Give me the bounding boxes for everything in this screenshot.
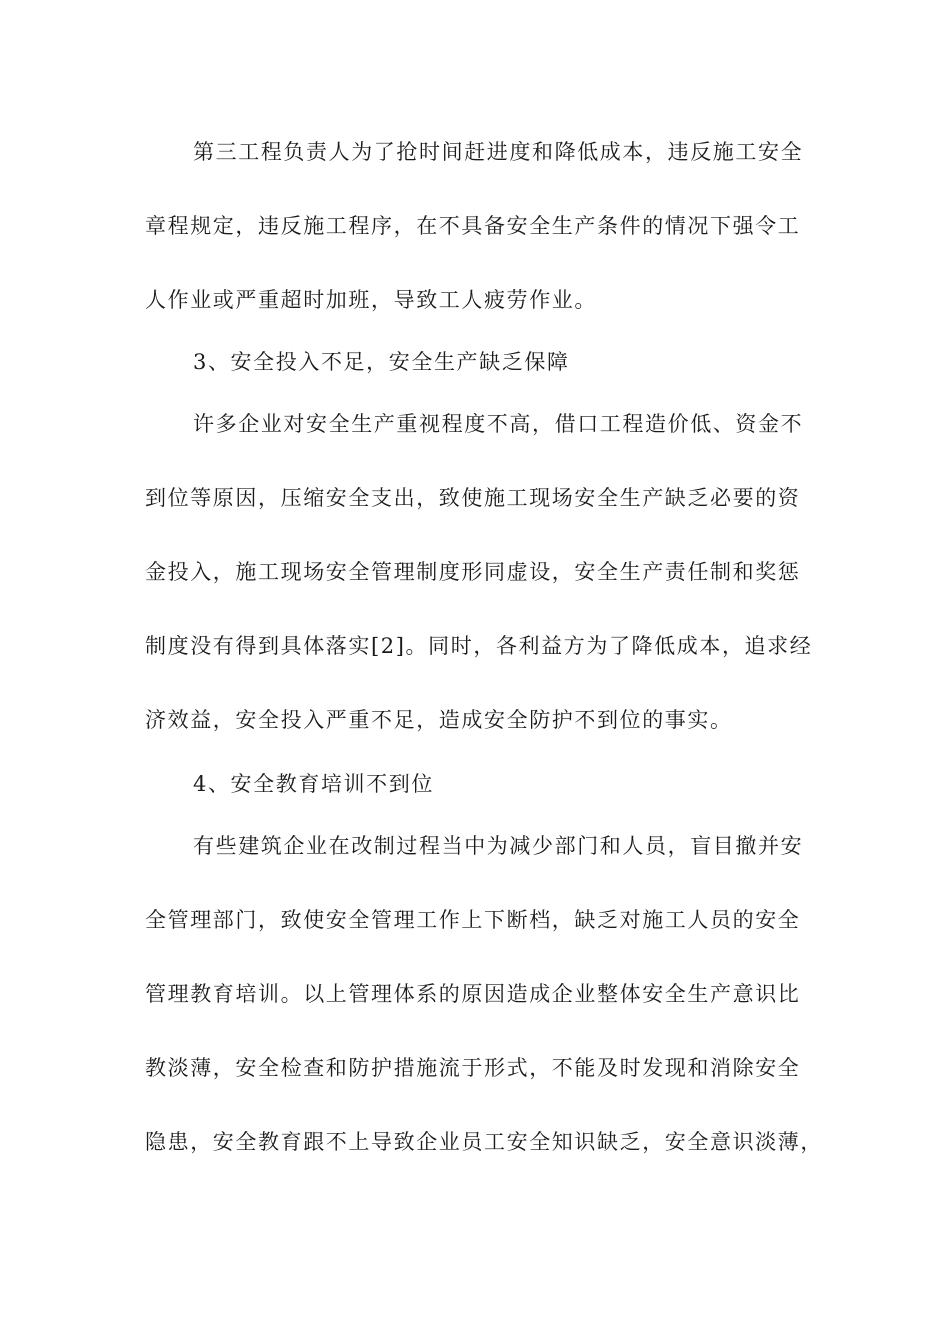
paragraph-line: 济效益，安全投入严重不足，造成安全防护不到位的事实。 [145, 708, 733, 732]
paragraph-line: 有些建筑企业在改制过程当中为减少部门和人员，盲目撤并安 [193, 834, 804, 858]
paragraph-line: 人作业或严重超时加班，导致工人疲劳作业。 [145, 288, 597, 312]
paragraph-line: 到位等原因，压缩安全支出，致使施工现场安全生产缺乏必要的资 [145, 486, 801, 510]
paragraph-line: 章程规定，违反施工程序，在不具备安全生产条件的情况下强令工 [145, 214, 801, 238]
paragraph-line: 许多企业对安全生产重视程度不高，借口工程造价低、资金不 [193, 412, 804, 436]
paragraph-line: 制度没有得到具体落实[2]。同时，各利益方为了降低成本，追求经 [145, 634, 813, 658]
paragraph-line: 第三工程负责人为了抢时间赶进度和降低成本，违反施工安全 [193, 140, 804, 164]
section-heading: 3、安全投入不足，安全生产缺乏保障 [193, 350, 570, 374]
paragraph-line: 全管理部门，致使安全管理工作上下断档，缺乏对施工人员的安全 [145, 908, 801, 932]
paragraph-line: 教淡薄，安全检查和防护措施流于形式，不能及时发现和消除安全 [145, 1056, 801, 1080]
paragraph-line: 管理教育培训。以上管理体系的原因造成企业整体安全生产意识比 [145, 982, 801, 1006]
paragraph-line: 隐患，安全教育跟不上导致企业员工安全知识缺乏，安全意识淡薄， [145, 1130, 823, 1154]
paragraph-line: 金投入，施工现场安全管理制度形同虚设，安全生产责任制和奖惩 [145, 560, 801, 584]
section-heading: 4、安全教育培训不到位 [193, 772, 434, 796]
